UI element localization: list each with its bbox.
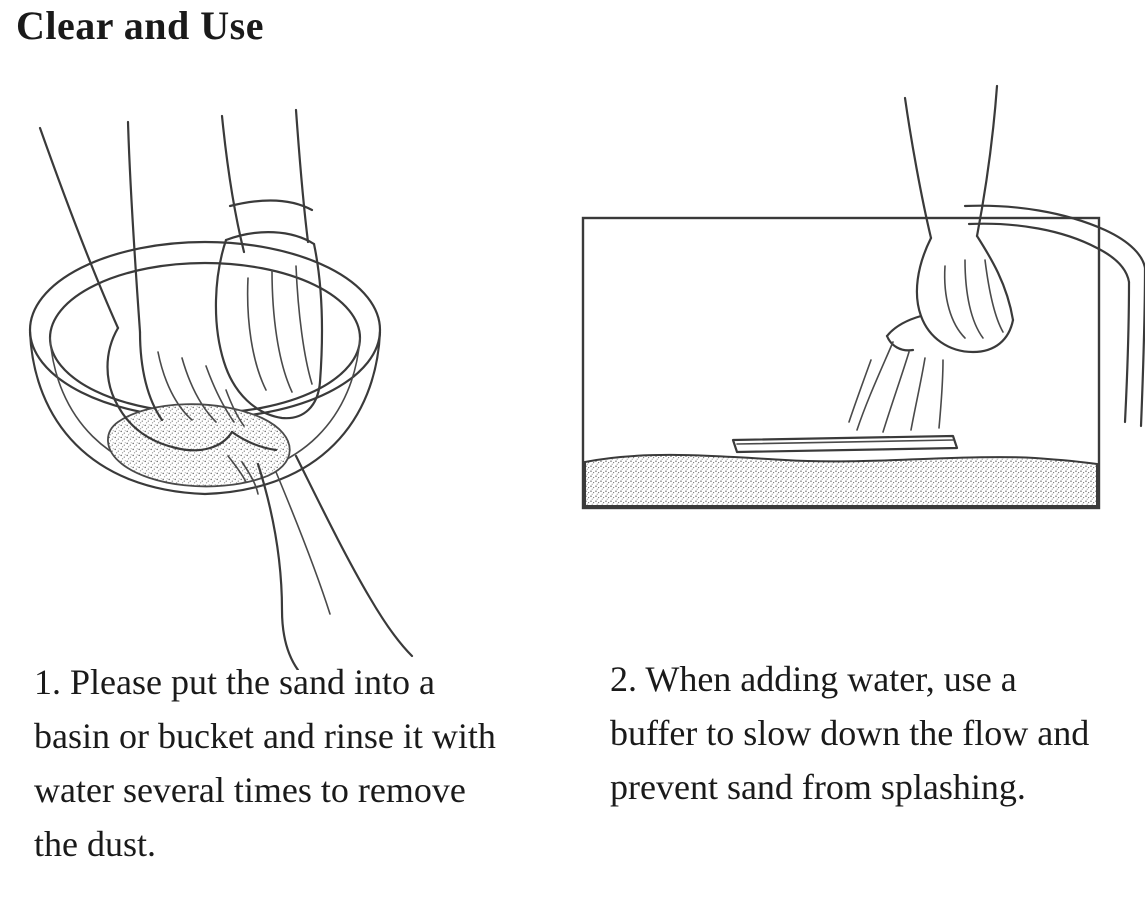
- step-2-caption: 2. When adding water, use a buffer to slow down the flow and prevent sand from splashing.: [610, 659, 1090, 807]
- step-2-illustration: [565, 70, 1145, 670]
- page-title: Clear and Use: [16, 3, 264, 48]
- step-1-illustration: [0, 70, 560, 670]
- step-1-caption: 1. Please put the sand into a basin or bucket and rinse it with water several times to remove the dust.: [34, 662, 496, 864]
